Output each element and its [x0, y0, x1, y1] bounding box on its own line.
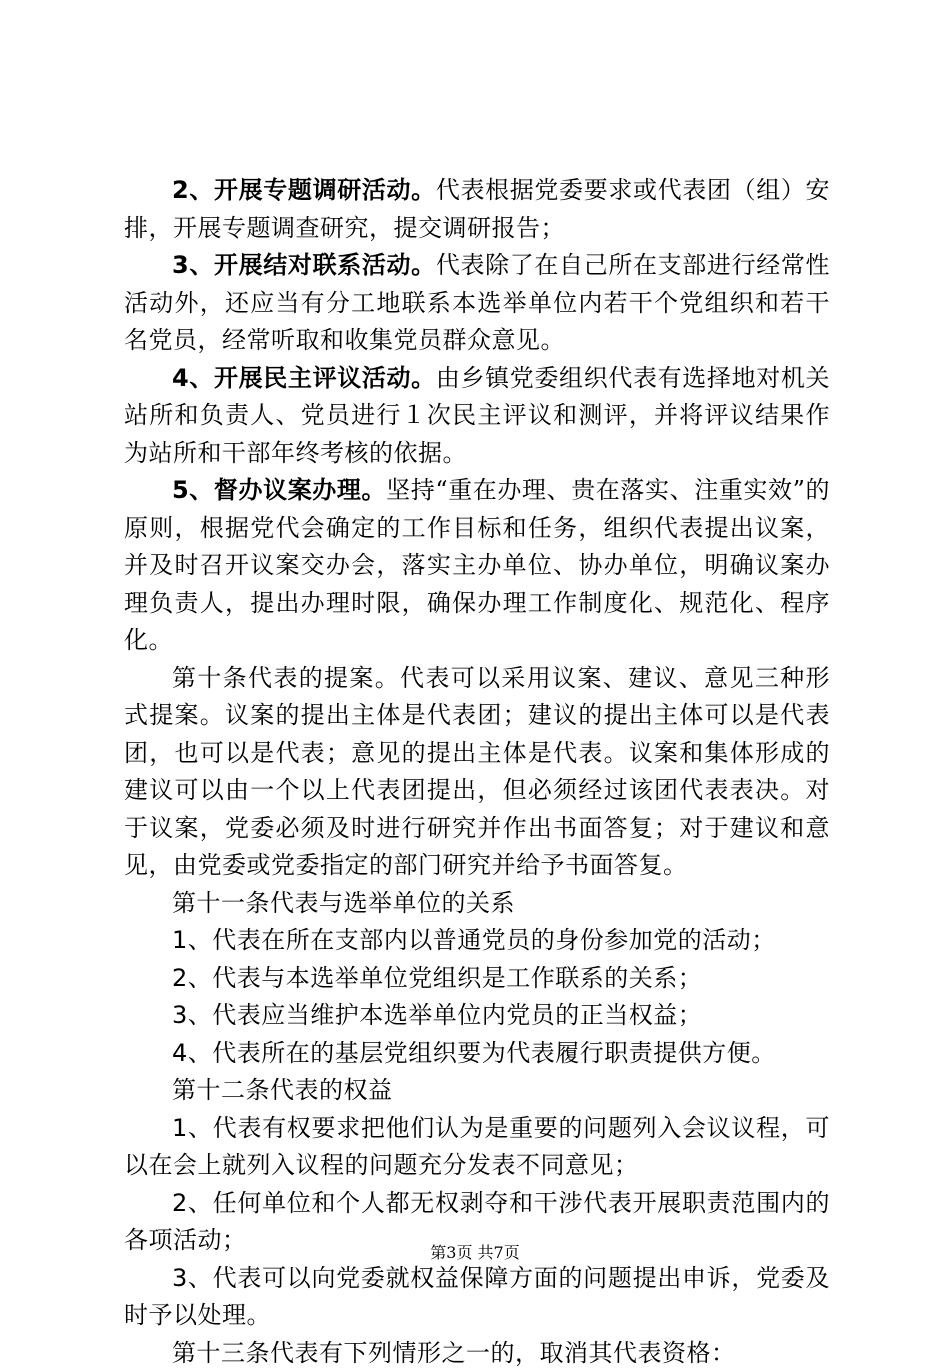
paragraph-activity-3 [124, 247, 830, 360]
paragraph-text: 代表除了在自己所在支部进行经常性活动外，还应当有分工地联系本选举单位内若干个党组织和若干名党员，经常听取和收集党员群众意见。 [124, 251, 830, 354]
list-item-relation-3: 3、代表应当维护本选举单位内党员的正当权益； [124, 997, 830, 1035]
paragraph-activity-2 [124, 172, 830, 247]
paragraph-text: 坚持“重在办理、贵在落实、注重实效”的原则，根据党代会确定的工作目标和任务，组织代表提出议案，并及时召开议案交办会，落实主办单位、协办单位，明确议案办理负责人，提出办理时限，确保办理工作制度化、规范化、程序化。 [124, 476, 830, 654]
list-item-rights-3: 3、代表可以向党委就权益保障方面的问题提出申诉，党委及时予以处理。 [124, 1260, 830, 1335]
heading-article-12: 第十二条代表的权益 [124, 1072, 830, 1110]
paragraph-lead: 4、开展民主评议活动。 [172, 364, 436, 392]
list-item-relation-2: 2、代表与本选举单位党组织是工作联系的关系； [124, 960, 830, 998]
list-item-rights-2: 2、任何单位和个人都无权剥夺和干涉代表开展职责范围内的各项活动； [124, 1185, 830, 1260]
list-item-relation-1: 1、代表在所在支部内以普通党员的身份参加党的活动； [124, 922, 830, 960]
paragraph-lead: 2、开展专题调研活动。 [172, 176, 436, 204]
page-footer: 第3页 共7页 [0, 1242, 950, 1264]
list-item-rights-1: 1、代表有权要求把他们认为是重要的问题列入会议议程，可以在会上就列入议程的问题充分发表不同意见； [124, 1110, 830, 1185]
paragraph-article-10: 第十条代表的提案。代表可以采用议案、建议、意见三种形式提案。议案的提出主体是代表团；建议的提出主体可以是代表团，也可以是代表；意见的提出主体是代表。议案和集体形成的建议可以由一个以上代表团提出，但必须经过该团代表表决。对于议案，党委必须及时进行研究并作出书面答复；对于建议和意见，由党委或党委指定的部门研究并给予书面答复。 [124, 660, 830, 885]
paragraph-text: 由乡镇党委组织代表有选择地对机关站所和负责人、党员进行１次民主评议和测评，并将评议结果作为站所和干部年终考核的依据。 [124, 364, 830, 467]
paragraph-activity-4 [124, 360, 830, 473]
paragraph-lead: 3、开展结对联系活动。 [172, 251, 436, 279]
heading-article-13: 第十三条代表有下列情形之一的，取消其代表资格： [124, 1335, 830, 1372]
paragraph-lead: 5、督办议案办理。 [172, 476, 386, 504]
paragraph-activity-5 [124, 472, 830, 660]
paragraph-text: 代表根据党委要求或代表团（组）安排，开展专题调查研究，提交调研报告； [124, 176, 830, 242]
heading-article-11: 第十一条代表与选举单位的关系 [124, 885, 830, 923]
document-body [124, 172, 830, 1372]
list-item-relation-4: 4、代表所在的基层党组织要为代表履行职责提供方便。 [124, 1035, 830, 1073]
